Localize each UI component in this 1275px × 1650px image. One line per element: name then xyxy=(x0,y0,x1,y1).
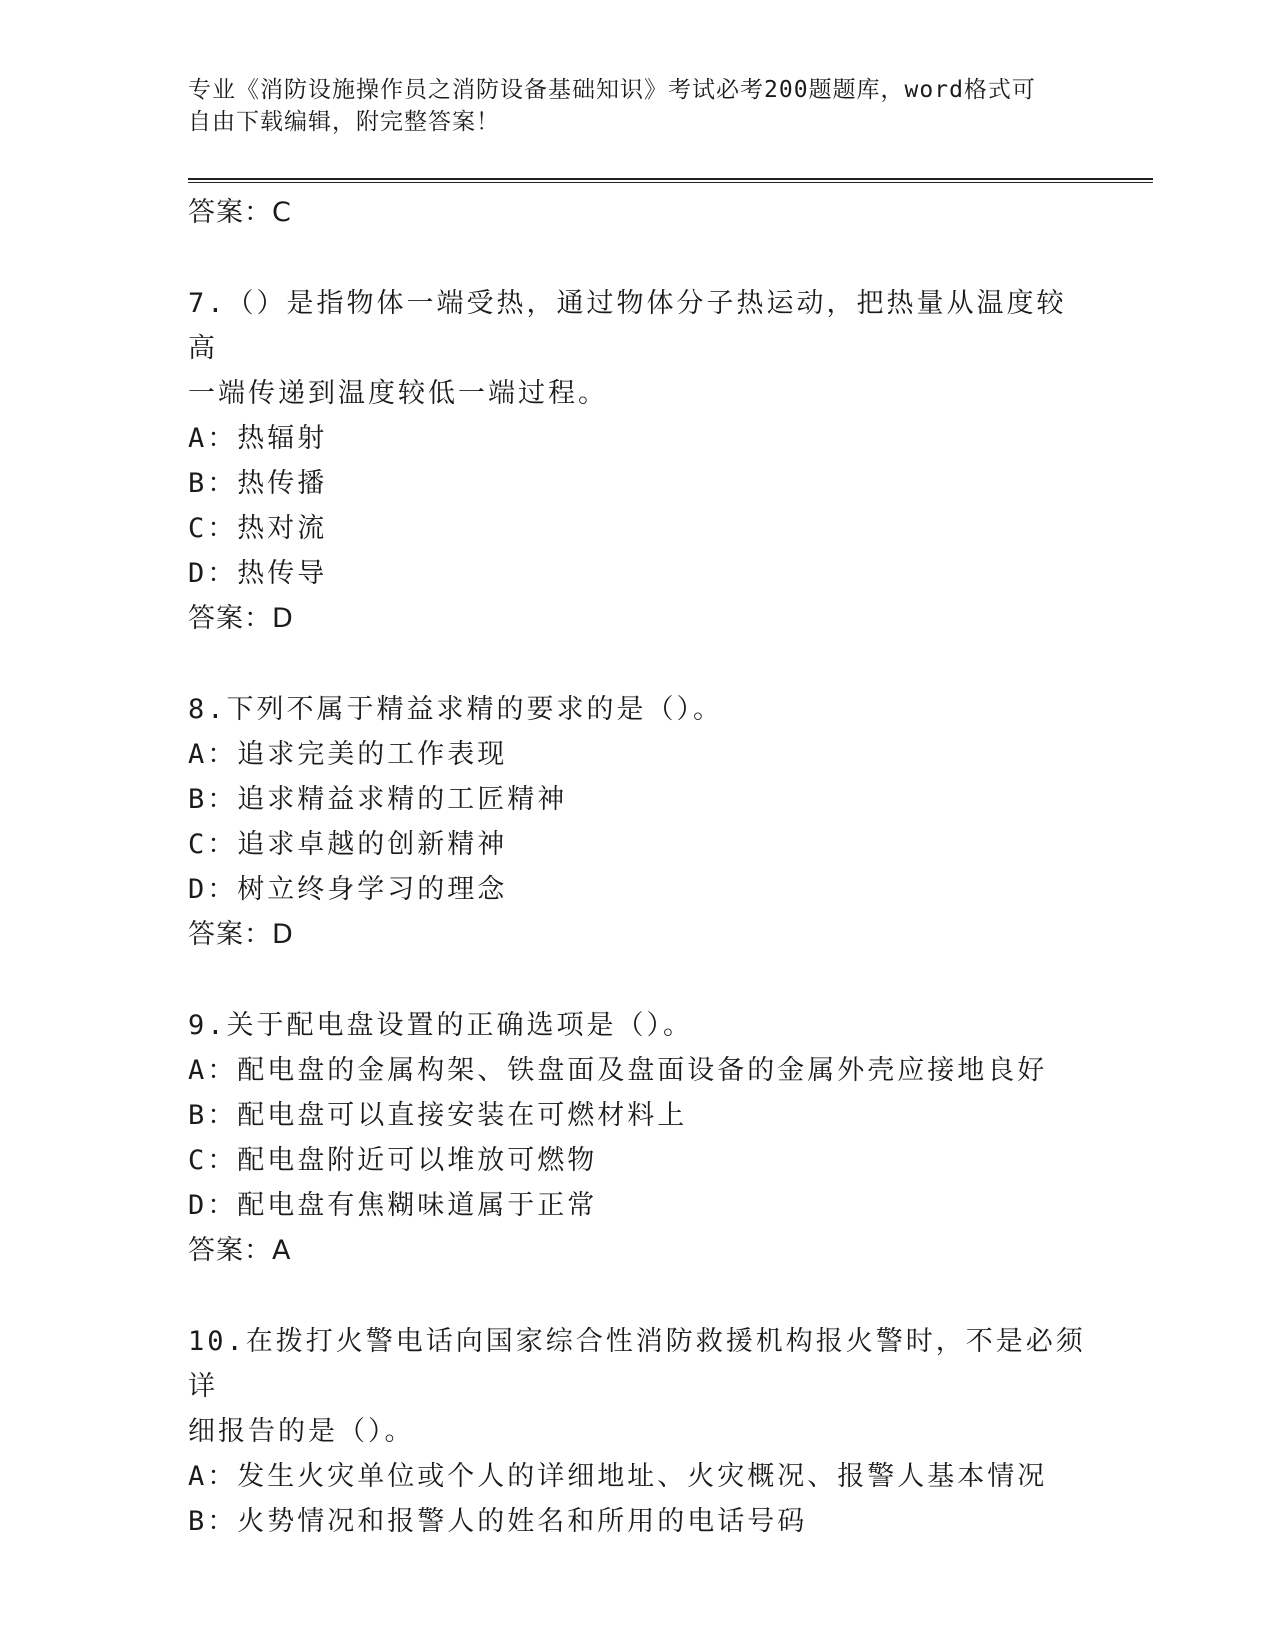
option-d: D：热传导 xyxy=(188,558,328,589)
question-stem-continued: 细报告的是（）。 xyxy=(188,1416,415,1447)
option-b: B：追求精益求精的工匠精神 xyxy=(188,784,568,815)
question-10 xyxy=(188,1319,1088,1544)
question-8 xyxy=(188,687,1088,957)
option-b: B：配电盘可以直接安装在可燃材料上 xyxy=(188,1100,688,1131)
option-c: C：配电盘附近可以堆放可燃物 xyxy=(188,1145,598,1176)
option-c: C：追求卓越的创新精神 xyxy=(188,829,508,860)
document-header xyxy=(188,74,1088,138)
option-b: B：热传播 xyxy=(188,468,328,499)
option-a: A：热辐射 xyxy=(188,423,328,454)
question-stem: 8.下列不属于精益求精的要求的是（）。 xyxy=(188,694,724,725)
question-list xyxy=(188,190,1088,1544)
question-stem: 9.关于配电盘设置的正确选项是（）。 xyxy=(188,1010,694,1041)
header-divider xyxy=(188,178,1153,183)
answer-line: 答案：D xyxy=(188,919,294,950)
option-d: D：树立终身学习的理念 xyxy=(188,874,508,905)
header-line-1: 专业《消防设施操作员之消防设备基础知识》考试必考200题题库，word格式可 xyxy=(188,77,1036,103)
question-stem-continued: 一端传递到温度较低一端过程。 xyxy=(188,378,608,409)
option-a: A：配电盘的金属构架、铁盘面及盘面设备的金属外壳应接地良好 xyxy=(188,1055,1048,1086)
question-stem: 7.（）是指物体一端受热，通过物体分子热运动，把热量从温度较高 xyxy=(188,288,1067,364)
option-a: A：发生火灾单位或个人的详细地址、火灾概况、报警人基本情况 xyxy=(188,1461,1048,1492)
option-b: B：火势情况和报警人的姓名和所用的电话号码 xyxy=(188,1506,808,1537)
option-a: A：追求完美的工作表现 xyxy=(188,739,508,770)
answer-line: 答案：A xyxy=(188,1235,292,1266)
question-9 xyxy=(188,1003,1088,1273)
header-line-2: 自由下载编辑，附完整答案！ xyxy=(188,109,500,135)
answer-line: 答案：C xyxy=(188,197,292,228)
answer-line: 答案：D xyxy=(188,603,294,634)
question-7 xyxy=(188,281,1088,641)
option-d: D：配电盘有焦糊味道属于正常 xyxy=(188,1190,598,1221)
option-c: C：热对流 xyxy=(188,513,328,544)
question-stem: 10.在拨打火警电话向国家综合性消防救援机构报火警时，不是必须详 xyxy=(188,1326,1086,1402)
